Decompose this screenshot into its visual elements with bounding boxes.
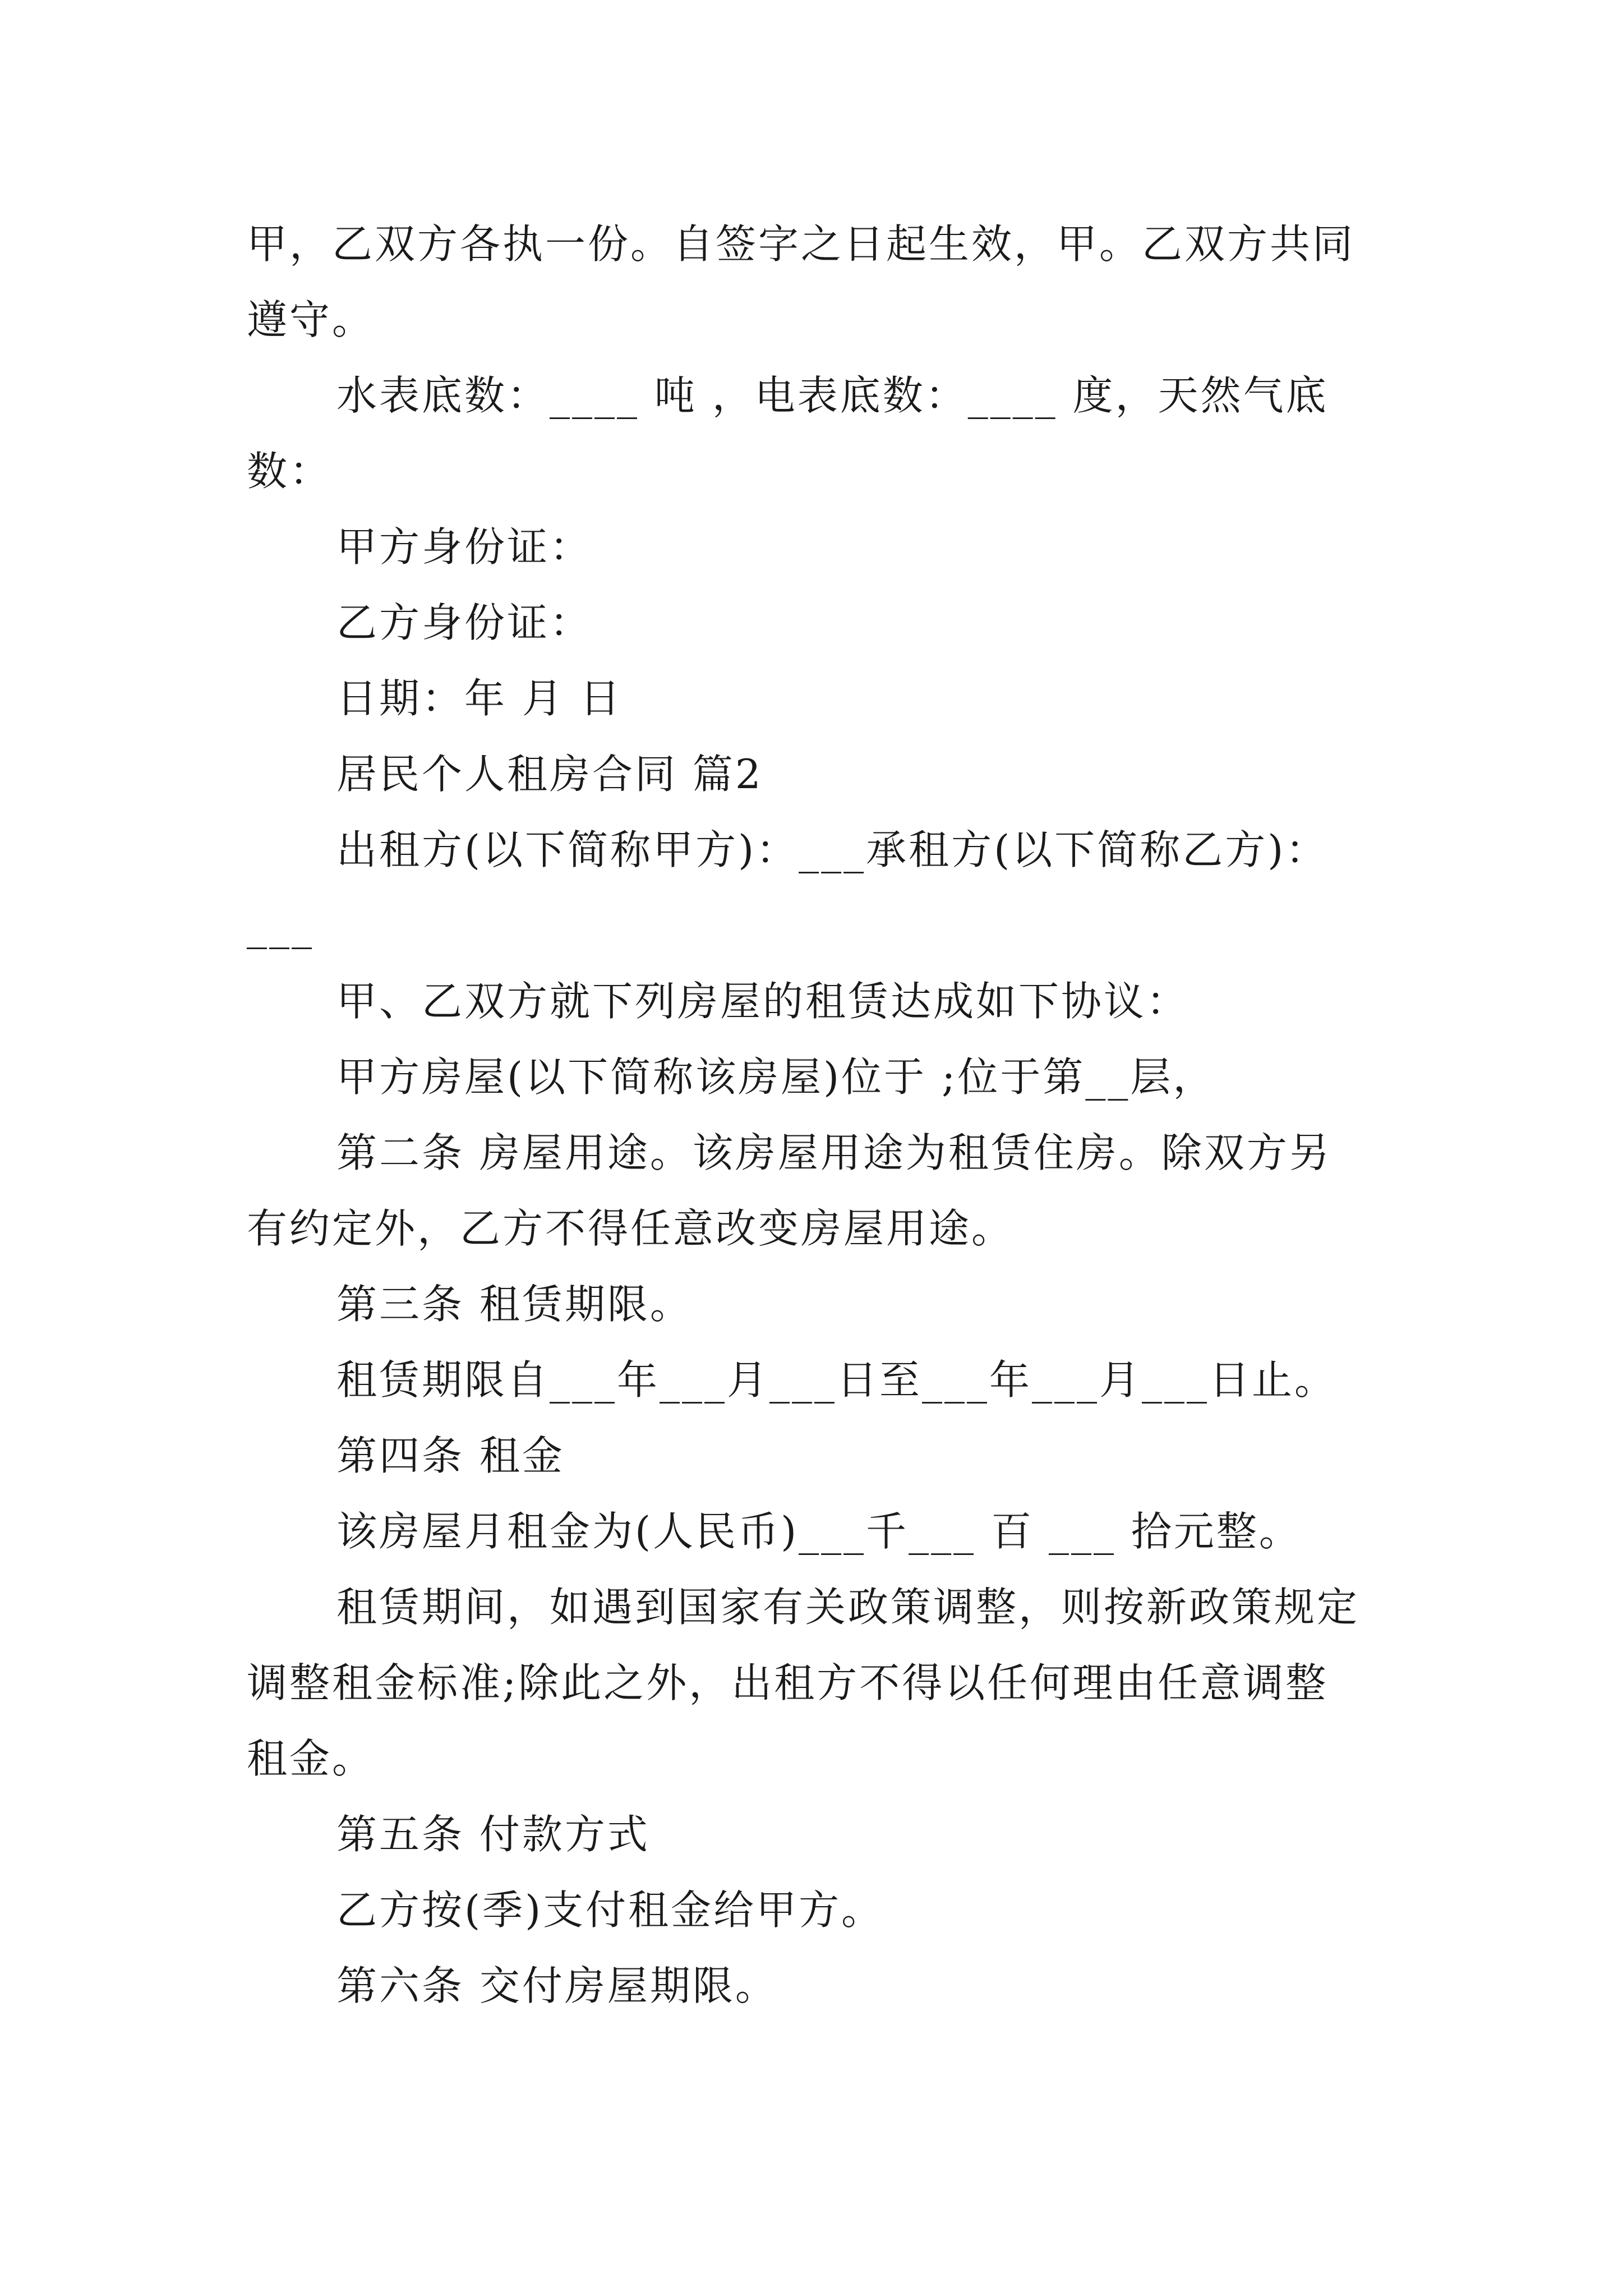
paragraph-line: 调整租金标准;除此之外，出租方不得以任何理由任意调整 bbox=[247, 1659, 1329, 1706]
paragraph-line: 甲、乙双方就下列房屋的租赁达成如下协议： bbox=[336, 978, 1189, 1025]
paragraph-line: 该房屋月租金为(人民币)___千___ 百 ___ 拾元整。 bbox=[336, 1508, 1302, 1555]
paragraph-line: 第二条 房屋用途。该房屋用途为租赁住房。除双方另 bbox=[336, 1129, 1332, 1176]
paragraph-line: 甲方身份证： bbox=[336, 523, 593, 570]
section-heading: 居民个人租房合同 篇2 bbox=[336, 751, 763, 798]
paragraph-line: 租赁期限自___年___月___日至___年___月___日止。 bbox=[336, 1356, 1338, 1404]
paragraph-line: 乙方身份证： bbox=[336, 599, 593, 646]
paragraph-line: 第六条 交付房屋期限。 bbox=[336, 1962, 778, 2009]
paragraph-line: 甲，乙双方各执一份。自签字之日起生效，甲。乙双方共同 bbox=[247, 220, 1355, 268]
paragraph-line: 水表底数：____ 吨 ，电表底数：____ 度，天然气底 bbox=[336, 372, 1329, 419]
paragraph-line: 数： bbox=[247, 448, 333, 495]
paragraph-line: 甲方房屋(以下简称该房屋)位于 ;位于第__层， bbox=[336, 1053, 1216, 1101]
paragraph-line: 遵守。 bbox=[247, 296, 375, 343]
paragraph-line: 第三条 租赁期限。 bbox=[336, 1281, 693, 1328]
paragraph-line: 有约定外，乙方不得任意改变房屋用途。 bbox=[247, 1205, 1015, 1252]
paragraph-line: 乙方按(季)支付租金给甲方。 bbox=[336, 1887, 884, 1934]
paragraph-line: 日期：年 月 日 bbox=[336, 675, 623, 722]
paragraph-line: 租赁期间，如遇到国家有关政策调整，则按新政策规定 bbox=[336, 1584, 1360, 1631]
paragraph-line: 租金。 bbox=[247, 1735, 375, 1782]
paragraph-line: 第四条 租金 bbox=[336, 1432, 565, 1479]
paragraph-line: 第五条 付款方式 bbox=[336, 1811, 650, 1858]
paragraph-line: 出租方(以下简称甲方)：___承租方(以下简称乙方)： bbox=[336, 826, 1329, 873]
paragraph-line: ___ bbox=[247, 902, 314, 949]
